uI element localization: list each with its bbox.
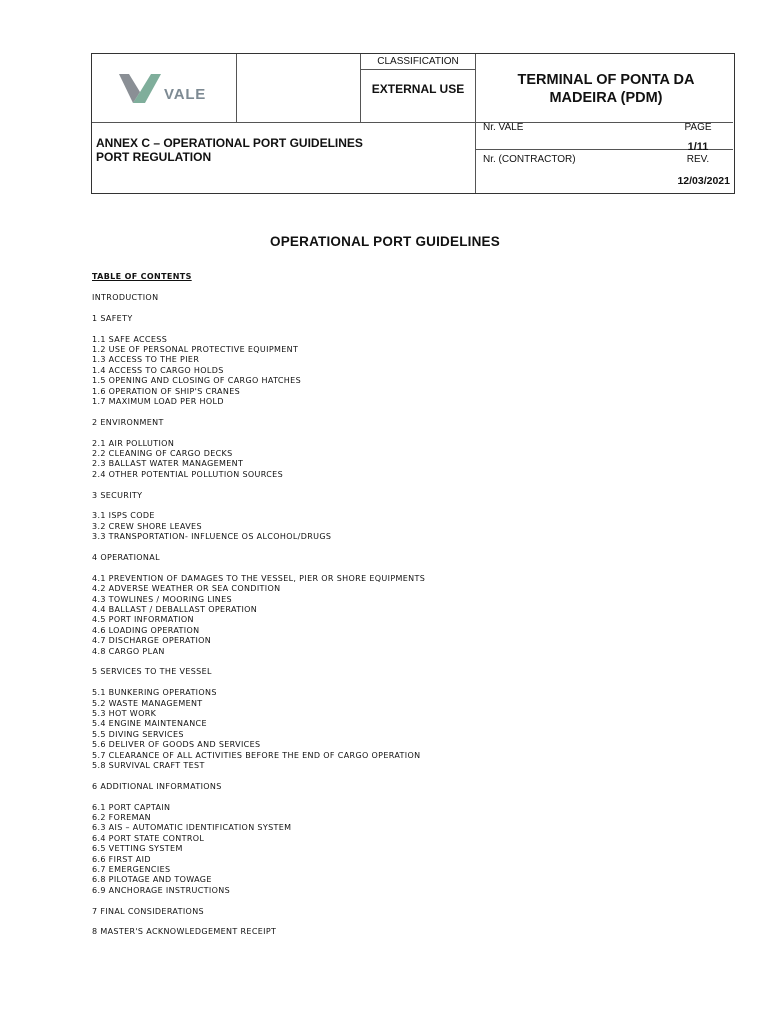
toc-heading: TABLE OF CONTENTS bbox=[92, 272, 192, 281]
toc-item: 6 ADDITIONAL INFORMATIONS bbox=[92, 781, 222, 791]
toc-section bbox=[92, 553, 732, 563]
toc-item: 5.7 CLEARANCE OF ALL ACTIVITIES BEFORE THE END OF CARGO OPERATION bbox=[92, 750, 421, 760]
toc-section bbox=[92, 688, 732, 771]
toc-section bbox=[92, 511, 732, 542]
header-divider bbox=[475, 54, 476, 193]
annex-subtitle: PORT REGULATION bbox=[96, 150, 212, 164]
toc-item: 1.3 ACCESS TO THE PIER bbox=[92, 355, 200, 365]
toc-item: 1.4 ACCESS TO CARGO HOLDS bbox=[92, 365, 224, 375]
toc-item: 6.4 PORT STATE CONTROL bbox=[92, 833, 205, 843]
toc-item: 5.4 ENGINE MAINTENANCE bbox=[92, 719, 207, 729]
document-title: OPERATIONAL PORT GUIDELINES bbox=[270, 234, 500, 249]
toc-section bbox=[92, 314, 732, 324]
toc-section bbox=[92, 335, 732, 408]
toc-item: 4.7 DISCHARGE OPERATION bbox=[92, 636, 212, 646]
toc-item: 6.7 EMERGENCIES bbox=[92, 865, 171, 875]
toc-item: 5.6 DELIVER OF GOODS AND SERVICES bbox=[92, 740, 261, 750]
classification-value: EXTERNAL USE bbox=[371, 82, 465, 96]
toc-item: 2.3 BALLAST WATER MANAGEMENT bbox=[92, 459, 244, 469]
toc-item: 3 SECURITY bbox=[92, 490, 143, 500]
toc-item: 7 FINAL CONSIDERATIONS bbox=[92, 906, 204, 916]
revision-date: 12/03/2021 bbox=[677, 175, 730, 187]
toc-section bbox=[92, 803, 732, 897]
toc-item: 1.6 OPERATION OF SHIP'S CRANES bbox=[92, 386, 241, 396]
toc-item: 4.5 PORT INFORMATION bbox=[92, 615, 194, 625]
terminal-name: TERMINAL OF PONTA DA MADEIRA (PDM) bbox=[517, 72, 695, 106]
toc-item: 6.1 PORT CAPTAIN bbox=[92, 802, 171, 812]
page-number: 1/11 bbox=[687, 141, 709, 153]
rev-label: REV. bbox=[686, 154, 710, 165]
page-label: PAGE bbox=[684, 122, 712, 133]
toc-section bbox=[92, 293, 732, 303]
logo-text: VALE bbox=[164, 86, 207, 103]
toc-item: 4.2 ADVERSE WEATHER OR SEA CONDITION bbox=[92, 584, 281, 594]
toc-item: 4.4 BALLAST / DEBALLAST OPERATION bbox=[92, 604, 258, 614]
toc-item: 6.6 FIRST AID bbox=[92, 854, 151, 864]
header-divider bbox=[361, 69, 475, 70]
toc-groups bbox=[92, 293, 732, 938]
toc-item: 4.8 CARGO PLAN bbox=[92, 646, 165, 656]
toc-item: 2 ENVIRONMENT bbox=[92, 417, 164, 427]
toc-section bbox=[92, 439, 732, 481]
toc-item: 1.7 MAXIMUM LOAD PER HOLD bbox=[92, 396, 224, 406]
toc-section bbox=[92, 667, 732, 677]
toc-section bbox=[92, 927, 732, 937]
toc-section bbox=[92, 418, 732, 428]
toc-item: 1.2 USE OF PERSONAL PROTECTIVE EQUIPMENT bbox=[92, 344, 299, 354]
toc-item: 5.2 WASTE MANAGEMENT bbox=[92, 698, 203, 708]
toc-item: INTRODUCTION bbox=[92, 292, 159, 302]
toc-item: 4.6 LOADING OPERATION bbox=[92, 625, 200, 635]
toc-item: 1.1 SAFE ACCESS bbox=[92, 334, 168, 344]
toc-item: 6.9 ANCHORAGE INSTRUCTIONS bbox=[92, 885, 230, 895]
vale-logo bbox=[118, 68, 213, 110]
toc-item: 6.8 PILOTAGE AND TOWAGE bbox=[92, 875, 212, 885]
toc-item: 5.8 SURVIVAL CRAFT TEST bbox=[92, 761, 205, 771]
header-divider bbox=[92, 122, 733, 123]
toc-item: 4 OPERATIONAL bbox=[92, 552, 160, 562]
header-divider bbox=[236, 54, 237, 122]
toc-item: 1 SAFETY bbox=[92, 313, 133, 323]
toc-section bbox=[92, 574, 732, 657]
vale-logo-icon bbox=[118, 70, 162, 108]
toc-item: 3.2 CREW SHORE LEAVES bbox=[92, 521, 202, 531]
nr-contractor-label: Nr. (CONTRACTOR) bbox=[483, 154, 576, 165]
toc-item: 6.5 VETTING SYSTEM bbox=[92, 844, 183, 854]
toc-item: 2.4 OTHER POTENTIAL POLLUTION SOURCES bbox=[92, 469, 284, 479]
toc-item: 6.3 AIS – AUTOMATIC IDENTIFICATION SYSTEM bbox=[92, 823, 292, 833]
table-of-contents bbox=[92, 272, 732, 948]
toc-item: 4.3 TOWLINES / MOORING LINES bbox=[92, 594, 232, 604]
document-header-table bbox=[91, 53, 735, 194]
toc-item: 3.1 ISPS CODE bbox=[92, 511, 155, 521]
toc-item: 2.2 CLEANING OF CARGO DECKS bbox=[92, 448, 233, 458]
classification-label: CLASSIFICATION bbox=[377, 56, 459, 67]
toc-item: 5.5 DIVING SERVICES bbox=[92, 729, 184, 739]
toc-item: 5.3 HOT WORK bbox=[92, 709, 157, 718]
toc-section bbox=[92, 782, 732, 792]
toc-item: 5.1 BUNKERING OPERATIONS bbox=[92, 688, 217, 698]
toc-section bbox=[92, 491, 732, 501]
toc-item: 5 SERVICES TO THE VESSEL bbox=[92, 667, 212, 677]
toc-item: 1.5 OPENING AND CLOSING OF CARGO HATCHES bbox=[92, 376, 302, 386]
toc-item: 6.2 FOREMAN bbox=[92, 813, 151, 823]
toc-section bbox=[92, 907, 732, 917]
annex-title: ANNEX C – OPERATIONAL PORT GUIDELINES bbox=[96, 136, 363, 150]
toc-item: 4.1 PREVENTION OF DAMAGES TO THE VESSEL, PIER OR SHORE EQUIPMENTS bbox=[92, 573, 426, 583]
toc-item: 3.3 TRANSPORTATION- INFLUENCE OS ALCOHOL/DRUGS bbox=[92, 532, 332, 542]
toc-item: 8 MASTER'S ACKNOWLEDGEMENT RECEIPT bbox=[92, 927, 277, 937]
nr-vale-label: Nr. VALE bbox=[483, 122, 524, 133]
toc-item: 2.1 AIR POLLUTION bbox=[92, 438, 175, 448]
